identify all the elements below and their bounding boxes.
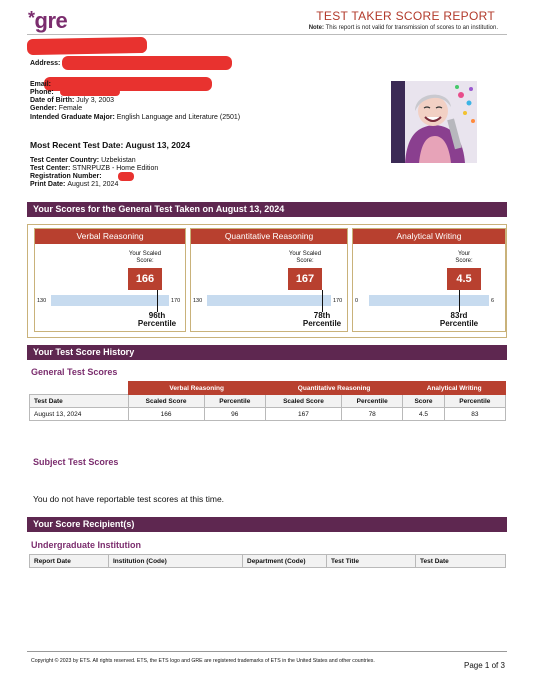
scale-min: 0 [355,298,359,304]
score-scale-bar [369,295,489,306]
general-test-scores-title: General Test Scores [31,367,118,377]
score-marker [322,290,323,312]
undergraduate-institution-title: Undergraduate Institution [31,540,141,550]
email-label: Email: [30,81,52,88]
gender-row: Gender: Female [30,105,83,112]
report-note: Note: This report is not valid for transmission of scores to an institution. [308,25,498,31]
recipients-table [29,554,506,568]
scale-max: 170 [171,298,181,304]
table-row: August 13, 2024 166 96 167 78 4.5 83 [30,408,506,421]
gre-logo: *gre [28,8,68,33]
score-scale-bar [51,295,169,306]
print-date-row: Print Date: August 21, 2024 [30,181,119,188]
percentile-label: 96th Percentile [137,311,177,328]
general-scores-table [29,381,506,421]
score-marker [459,290,460,312]
col-department: Department (Code) [243,555,327,568]
score-panel-title: Analytical Writing [353,229,505,244]
no-subject-scores-message: You do not have reportable test scores at this time. [33,494,225,504]
score-panel-title: Verbal Reasoning [35,229,185,244]
col-percentile: Percentile [342,395,403,408]
scale-min: 130 [37,298,47,304]
major-row: Intended Graduate Major: English Language and Literature (2501) [30,114,241,121]
footer-divider [27,651,507,652]
score-panel-title: Quantitative Reasoning [191,229,347,244]
history-section-header: Your Test Score History [27,345,507,360]
scale-min: 130 [193,298,203,304]
candidate-photo [391,81,477,163]
scale-max: 170 [333,298,343,304]
scale-max: 6 [491,298,495,304]
col-scaled-score: Scaled Score [128,395,204,408]
address-label: Address: [30,60,61,67]
score-panel [34,228,186,332]
scaled-score-value: 4.5 [447,268,481,290]
redacted-address [62,56,232,70]
candidate-photo-art [391,81,477,163]
score-panel [190,228,348,332]
group-verbal: Verbal Reasoning [128,382,265,395]
your-score-label: Your Scaled Score: [288,251,322,264]
percentile-label: 78th Percentile [302,311,342,328]
your-score-label: Your Scaled Score: [128,251,162,264]
col-test-title: Test Title [327,555,416,568]
test-center-row: Test Center: STNRPUZB - Home Edition [30,165,159,172]
dob-row: Date of Birth: July 3, 2003 [30,97,115,104]
your-score-label: Your Score: [455,251,473,264]
group-writing: Analytical Writing [403,382,506,395]
col-institution: Institution (Code) [109,555,243,568]
score-scale-bar [207,295,331,306]
recipients-section-header: Your Score Recipient(s) [27,517,507,532]
header-divider [27,34,507,35]
col-percentile: Percentile [204,395,265,408]
score-marker [157,290,158,312]
col-percentile: Percentile [444,395,505,408]
redacted-registration [118,172,134,181]
registration-number-label: Registration Number: [30,173,102,180]
subject-test-scores-title: Subject Test Scores [33,457,119,467]
col-report-date: Report Date [30,555,109,568]
copyright-text: Copyright © 2023 by ETS. All rights reserved. ETS, the ETS logo and GRE are registered trademarks of ETS in the United States and other countries. [31,658,375,664]
scores-section-header: Your Scores for the General Test Taken on August 13, 2024 [27,202,507,217]
phone-label: Phone: [30,89,54,96]
score-panel [352,228,506,332]
report-title: TEST TAKER SCORE REPORT [316,9,495,23]
percentile-label: 83rd Percentile [439,311,479,328]
col-scaled-score: Scaled Score [265,395,341,408]
most-recent-test-date: Most Recent Test Date: August 13, 2024 [30,140,191,150]
test-center-country-row: Test Center Country: Uzbekistan [30,157,136,164]
scaled-score-value: 167 [288,268,322,290]
col-test-date: Test Date [416,555,506,568]
col-score: Score [403,395,444,408]
redacted-name [27,37,147,55]
redacted-phone [60,88,120,96]
group-quant: Quantitative Reasoning [265,382,402,395]
page-number: Page 1 of 3 [464,661,505,670]
scaled-score-value: 166 [128,268,162,290]
col-test-date: Test Date [30,395,129,408]
